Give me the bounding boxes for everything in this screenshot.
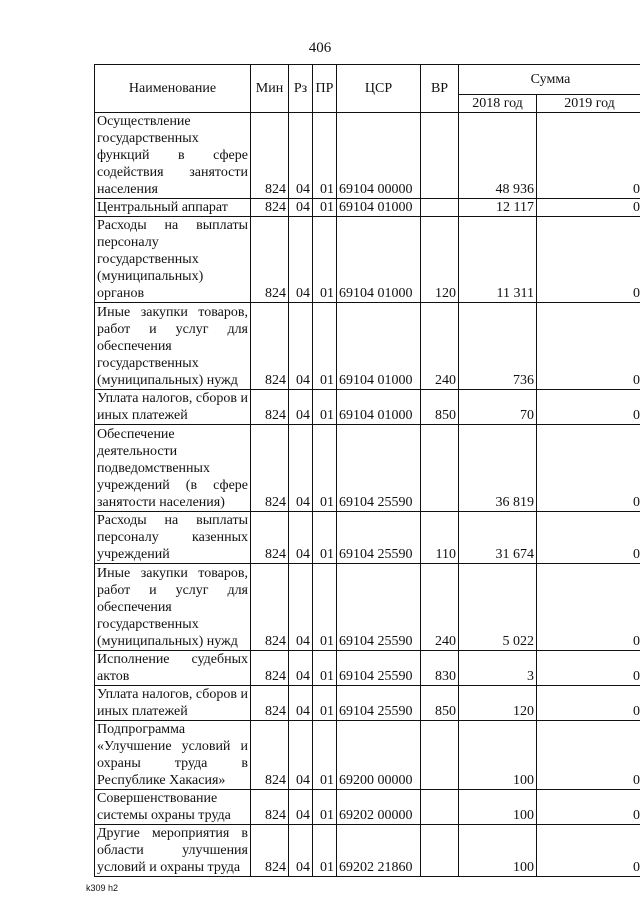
cell-pr: 01: [313, 199, 337, 217]
cell-min: 824: [251, 564, 289, 651]
header-pr: ПР: [313, 65, 337, 113]
table-header: [95, 65, 640, 113]
cell-2018: 3: [459, 651, 537, 686]
cell-rz: 04: [289, 790, 313, 825]
cell-rz: 04: [289, 564, 313, 651]
cell-csr: 69104 25590: [337, 425, 421, 512]
cell-2019: 0: [537, 825, 640, 877]
cell-name: Подпрограмма «Улучшение условий и охраны труда в Республике Хакасия»: [95, 721, 251, 790]
cell-name: Уплата налогов, сборов и иных платежей: [95, 686, 251, 721]
cell-pr: 01: [313, 790, 337, 825]
table-row: [95, 113, 640, 199]
cell-2018: 5 022: [459, 564, 537, 651]
cell-rz: 04: [289, 199, 313, 217]
footer-code: k309 h2: [86, 883, 119, 893]
cell-2018: 36 819: [459, 425, 537, 512]
budget-table: [94, 64, 640, 877]
header-rz: Рз: [289, 65, 313, 113]
cell-name: Другие мероприятия в области улучшения условий и охраны труда: [95, 825, 251, 877]
table-row: [95, 390, 640, 425]
cell-vr: 120: [421, 217, 459, 303]
cell-rz: 04: [289, 303, 313, 390]
cell-2019: 0: [537, 721, 640, 790]
cell-min: 824: [251, 113, 289, 199]
cell-csr: 69104 01000: [337, 303, 421, 390]
table-row: [95, 199, 640, 217]
cell-min: 824: [251, 651, 289, 686]
cell-name: Обеспечение деятельности подведомственных учреждений (в сфере занятости населения): [95, 425, 251, 512]
cell-pr: 01: [313, 651, 337, 686]
cell-2018: 100: [459, 825, 537, 877]
cell-min: 824: [251, 686, 289, 721]
cell-rz: 04: [289, 721, 313, 790]
cell-vr: 240: [421, 564, 459, 651]
cell-min: 824: [251, 217, 289, 303]
cell-vr: 850: [421, 390, 459, 425]
cell-2019: 0: [537, 425, 640, 512]
cell-pr: 01: [313, 217, 337, 303]
header-name: Наименование: [95, 65, 251, 113]
cell-vr: [421, 721, 459, 790]
table-row: [95, 512, 640, 564]
table-row: [95, 425, 640, 512]
cell-vr: [421, 425, 459, 512]
cell-pr: 01: [313, 825, 337, 877]
cell-vr: [421, 199, 459, 217]
table-row: [95, 686, 640, 721]
cell-2018: 100: [459, 721, 537, 790]
cell-2018: 100: [459, 790, 537, 825]
page-number: 406: [308, 40, 332, 56]
header-min: Мин: [251, 65, 289, 113]
cell-2019: 0: [537, 651, 640, 686]
cell-2018: 70: [459, 390, 537, 425]
table-row: [95, 721, 640, 790]
cell-name: Иные закупки товаров, работ и услуг для обеспечения государственных (муниципальных) нужд: [95, 303, 251, 390]
cell-2018: 12 117: [459, 199, 537, 217]
cell-2019: 0: [537, 564, 640, 651]
table-body: [95, 113, 640, 877]
cell-rz: 04: [289, 686, 313, 721]
cell-vr: [421, 790, 459, 825]
cell-csr: 69202 00000: [337, 790, 421, 825]
cell-rz: 04: [289, 217, 313, 303]
cell-rz: 04: [289, 512, 313, 564]
cell-pr: 01: [313, 564, 337, 651]
cell-2019: 0: [537, 512, 640, 564]
cell-min: 824: [251, 303, 289, 390]
cell-csr: 69202 21860: [337, 825, 421, 877]
header-csr: ЦСР: [337, 65, 421, 113]
cell-name: Иные закупки товаров, работ и услуг для обеспечения государственных (муниципальных) нужд: [95, 564, 251, 651]
cell-2019: 0: [537, 113, 640, 199]
cell-pr: 01: [313, 113, 337, 199]
cell-csr: 69104 00000: [337, 113, 421, 199]
cell-2019: 0: [537, 199, 640, 217]
cell-rz: 04: [289, 425, 313, 512]
cell-2019: 0: [537, 303, 640, 390]
table-row: [95, 564, 640, 651]
cell-rz: 04: [289, 390, 313, 425]
cell-csr: 69104 01000: [337, 199, 421, 217]
cell-vr: 110: [421, 512, 459, 564]
cell-min: 824: [251, 425, 289, 512]
header-vr: ВР: [421, 65, 459, 113]
table-row: [95, 825, 640, 877]
cell-min: 824: [251, 512, 289, 564]
cell-vr: [421, 825, 459, 877]
cell-vr: 830: [421, 651, 459, 686]
cell-name: Центральный аппарат: [95, 199, 251, 217]
cell-min: 824: [251, 825, 289, 877]
cell-rz: 04: [289, 113, 313, 199]
cell-2019: 0: [537, 790, 640, 825]
header-year-2019: 2019 год: [537, 95, 640, 113]
cell-csr: 69104 25590: [337, 512, 421, 564]
cell-rz: 04: [289, 651, 313, 686]
cell-pr: 01: [313, 303, 337, 390]
cell-2018: 31 674: [459, 512, 537, 564]
cell-csr: 69200 00000: [337, 721, 421, 790]
table-row: [95, 217, 640, 303]
cell-pr: 01: [313, 721, 337, 790]
cell-2019: 0: [537, 686, 640, 721]
cell-2018: 11 311: [459, 217, 537, 303]
cell-2018: 736: [459, 303, 537, 390]
cell-2019: 0: [537, 217, 640, 303]
cell-pr: 01: [313, 512, 337, 564]
cell-2018: 120: [459, 686, 537, 721]
cell-name: Расходы на выплаты персоналу казенных учреждений: [95, 512, 251, 564]
header-year-2018: 2018 год: [459, 95, 537, 113]
cell-vr: 850: [421, 686, 459, 721]
cell-2018: 48 936: [459, 113, 537, 199]
cell-csr: 69104 01000: [337, 390, 421, 425]
cell-name: Уплата налогов, сборов и иных платежей: [95, 390, 251, 425]
cell-min: 824: [251, 721, 289, 790]
cell-name: Исполнение судебных актов: [95, 651, 251, 686]
cell-csr: 69104 25590: [337, 686, 421, 721]
cell-name: Осуществление государственных функций в сфере содействия занятости населения: [95, 113, 251, 199]
cell-name: Расходы на выплаты персоналу государственных (муниципальных) органов: [95, 217, 251, 303]
table-row: [95, 651, 640, 686]
cell-vr: 240: [421, 303, 459, 390]
cell-csr: 69104 25590: [337, 651, 421, 686]
cell-2019: 0: [537, 390, 640, 425]
table-row: [95, 303, 640, 390]
cell-min: 824: [251, 199, 289, 217]
cell-rz: 04: [289, 825, 313, 877]
table-row: [95, 790, 640, 825]
cell-min: 824: [251, 790, 289, 825]
cell-csr: 69104 01000: [337, 217, 421, 303]
header-sum: Сумма: [459, 65, 640, 95]
cell-name: Совершенствование системы охраны труда: [95, 790, 251, 825]
cell-min: 824: [251, 390, 289, 425]
cell-vr: [421, 113, 459, 199]
cell-csr: 69104 25590: [337, 564, 421, 651]
cell-pr: 01: [313, 686, 337, 721]
cell-pr: 01: [313, 390, 337, 425]
cell-pr: 01: [313, 425, 337, 512]
